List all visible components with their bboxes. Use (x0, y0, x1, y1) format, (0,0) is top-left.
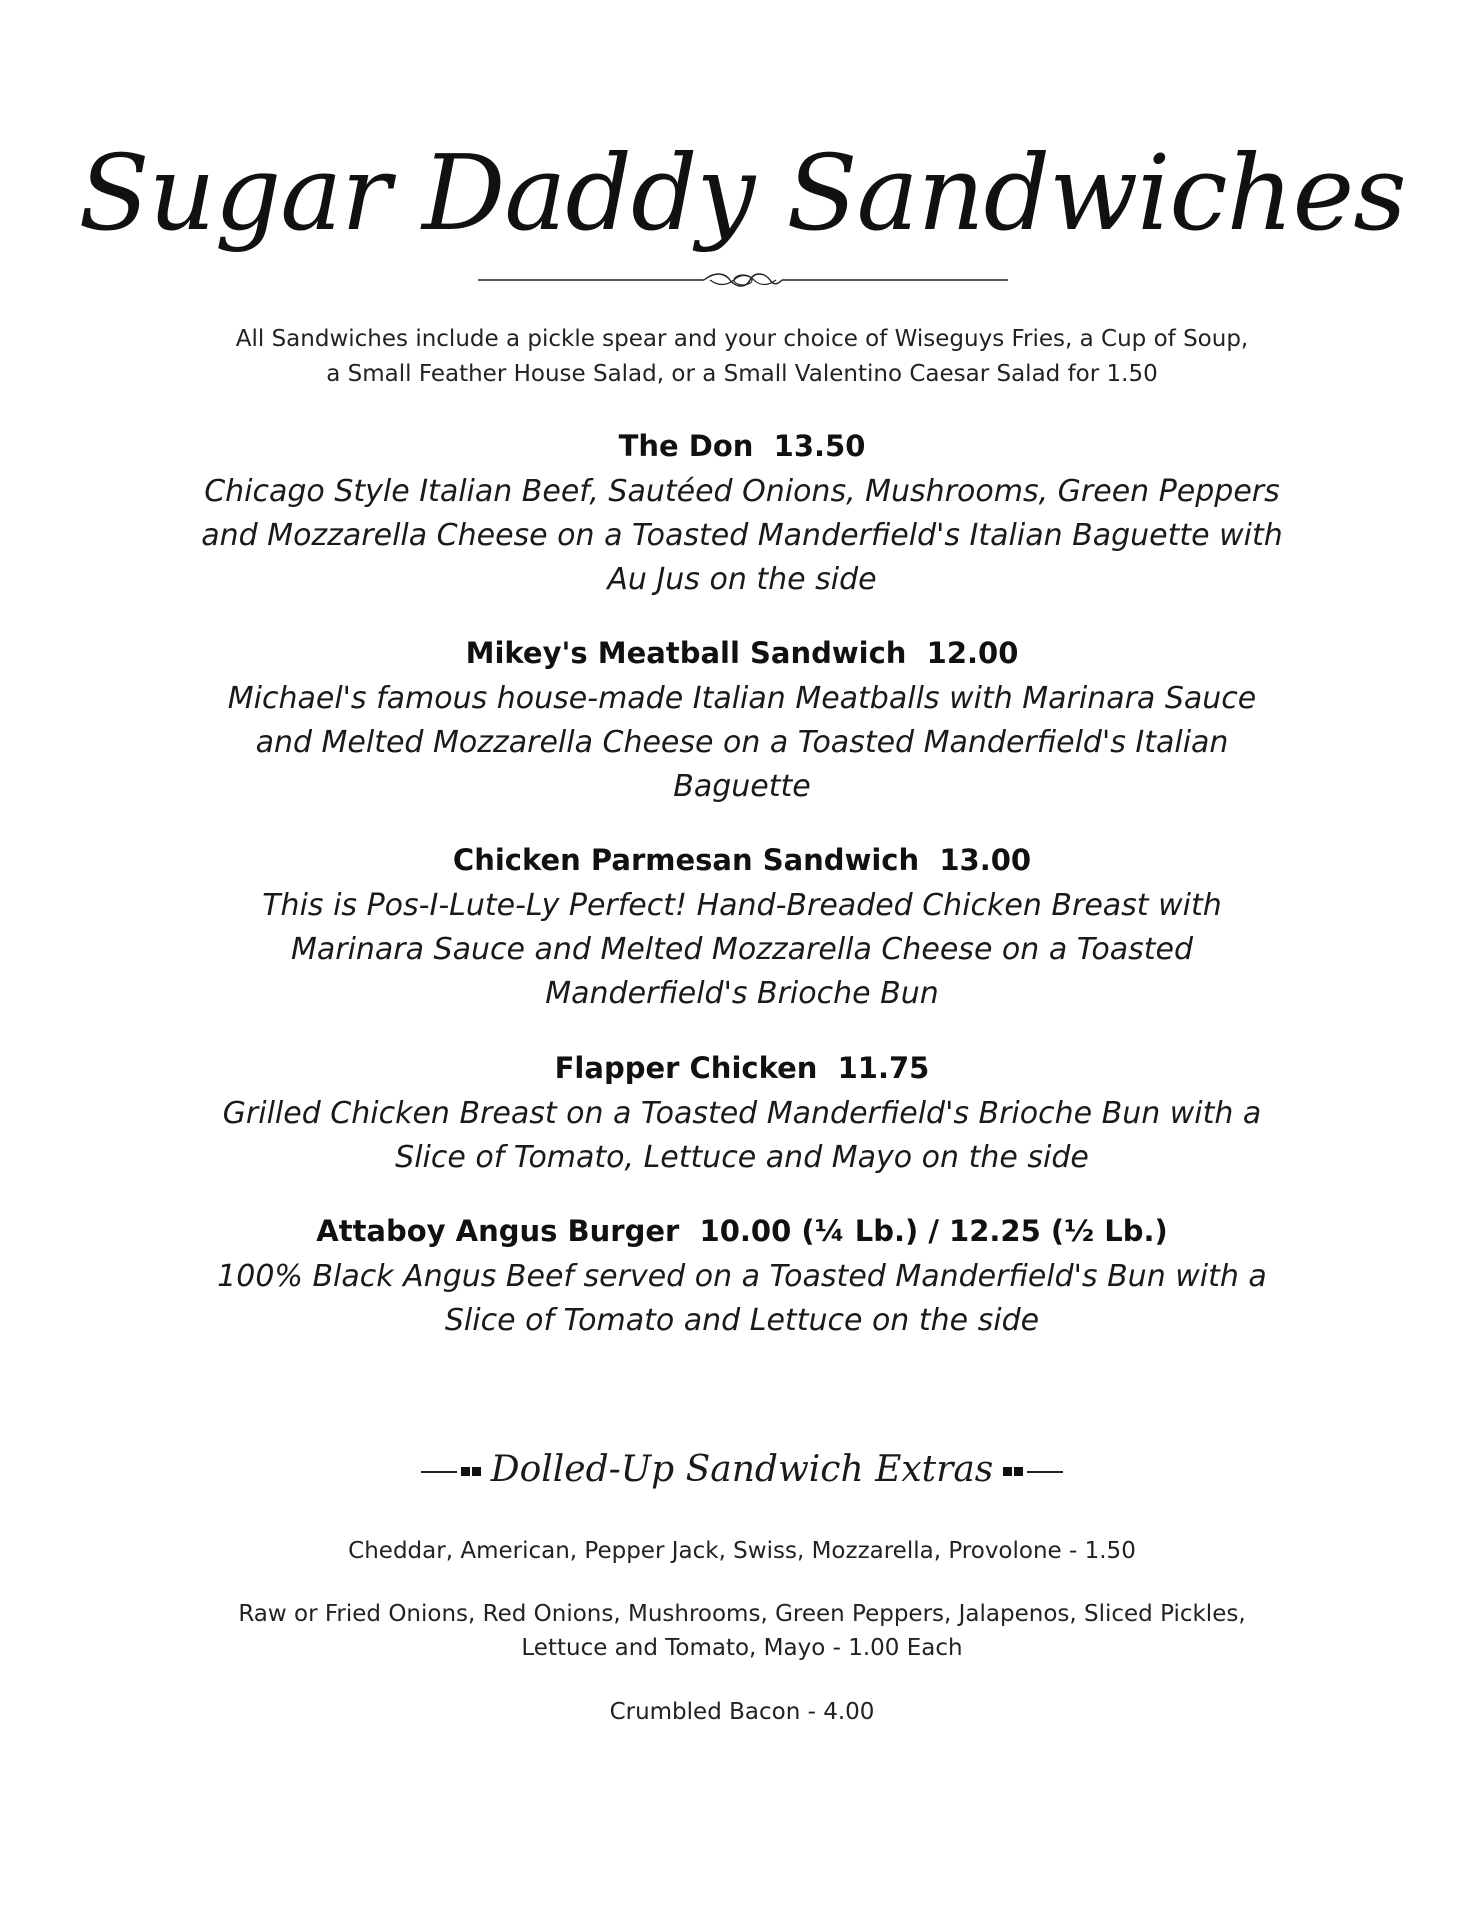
item-heading (200, 1050, 1284, 1086)
item-name: Chicken Parmesan Sandwich (452, 843, 920, 877)
item-name: Flapper Chicken (554, 1051, 818, 1085)
item-description: Grilled Chicken Breast on a Toasted Manderfield's Brioche Bun with a Slice of Tomato, Lettuce and Mayo on the side (222, 1096, 1262, 1175)
item-heading (200, 842, 1284, 878)
item-price: 13.50 (773, 429, 866, 463)
item-name: Attaboy Angus Burger (316, 1214, 680, 1248)
item-price: 10.00 (¼ Lb.) / 12.25 (½ Lb.) (699, 1214, 1168, 1248)
item-description: Michael's famous house-made Italian Meatballs with Marinara Sauce and Melted Mozzarella Cheese on a Toasted Manderfield's Italian Baguette (227, 681, 1257, 804)
item-heading (200, 428, 1284, 464)
left-heading-ornament (421, 1465, 481, 1479)
menu-item-flapper-chicken (200, 1050, 1284, 1180)
item-heading (200, 1213, 1284, 1249)
menu-item-the-don (200, 428, 1284, 602)
item-name: Mikey's Meatball Sandwich (465, 636, 907, 670)
menu-item-attaboy-angus-burger (200, 1213, 1284, 1343)
extra-cheeses: Cheddar, American, Pepper Jack, Swiss, Mozzarella, Provolone - 1.50 (348, 1538, 1136, 1564)
item-price: 13.00 (939, 843, 1032, 877)
menu-item-chicken-parmesan (200, 842, 1284, 1016)
menu-item-mikeys-meatball (200, 635, 1284, 809)
title-divider-ornament (478, 268, 1008, 292)
item-description: Chicago Style Italian Beef, Sautéed Onions, Mushrooms, Green Peppers and Mozzarella Cheese on a Toasted Manderfield's Italian Baguette with Au Jus on the side (201, 474, 1283, 597)
intro-note: All Sandwiches include a pickle spear and your choice of Wiseguys Fries, a Cup of Soup, a Small Feather House Salad, or a Small Valentino Caesar Salad for 1.50 (235, 326, 1249, 387)
extras-heading-text: Dolled-Up Sandwich Extras (490, 1449, 994, 1490)
item-description: 100% Black Angus Beef served on a Toasted Manderfield's Bun with a Slice of Tomato and Lettuce on the side (217, 1259, 1267, 1338)
item-name: The Don (618, 429, 754, 463)
item-price: 12.00 (926, 636, 1019, 670)
item-description: This is Pos-I-Lute-Ly Perfect! Hand-Breaded Chicken Breast with Marinara Sauce and Melted Mozzarella Cheese on a Toasted Manderfield's Brioche Bun (262, 888, 1222, 1011)
extra-bacon: Crumbled Bacon - 4.00 (609, 1699, 875, 1725)
extra-toppings: Raw or Fried Onions, Red Onions, Mushrooms, Green Peppers, Jalapenos, Sliced Pickles, Lettuce and Tomato, Mayo - 1.00 Each (238, 1601, 1246, 1661)
item-heading (200, 635, 1284, 671)
extras-heading (0, 1442, 1484, 1498)
item-price: 11.75 (837, 1051, 930, 1085)
right-heading-ornament (1003, 1465, 1063, 1479)
menu-title: Sugar Daddy Sandwiches (78, 132, 1406, 254)
